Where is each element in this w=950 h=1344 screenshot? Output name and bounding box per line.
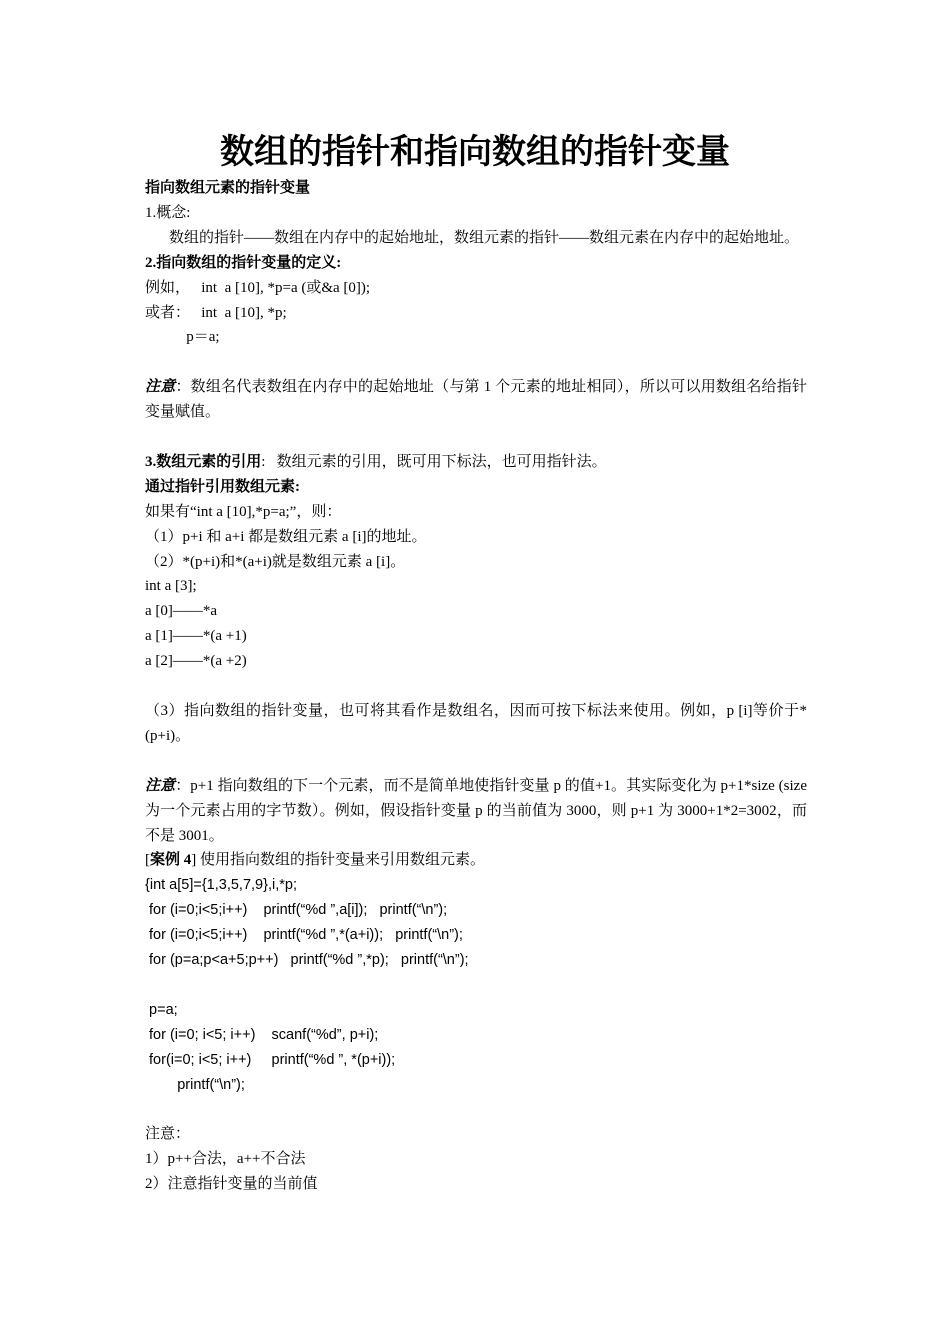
definition-line: p＝a; — [145, 329, 220, 346]
definition-line: 例如， int a [10], *p=a (或&a [0]); — [145, 279, 371, 296]
final-note-line: 1）p++合法，a++不合法 — [145, 1151, 306, 1168]
spacer — [145, 1097, 807, 1122]
final-note-line: 注意： — [145, 1126, 191, 1143]
section-heading-3-line — [145, 450, 807, 475]
spacer — [145, 973, 807, 998]
note-paragraph-2 — [145, 774, 811, 849]
code-line: {int a[5]={1,3,5,7,9},i,*p; — [145, 877, 297, 894]
spacer — [145, 425, 807, 450]
section-heading-1: 指向数组元素的指针变量 — [145, 180, 311, 196]
page-title: 数组的指针和指向数组的指针变量 — [220, 132, 730, 172]
section-heading-3: 3.数组元素的引用 — [145, 453, 262, 470]
reference-line: 如果有“int a [10],*p=a;”，则： — [145, 503, 342, 520]
reference-line: a [1]——*(a +1) — [145, 628, 247, 645]
concept-paragraph: 数组的指针——数组在内存中的起始地址，数组元素的指针——数组元素在内存中的起始地址。 — [169, 229, 800, 246]
reference-line: a [2]——*(a +2) — [145, 653, 247, 670]
section-heading-4: 通过指针引用数组元素: — [145, 478, 300, 495]
final-note-line: 2）注意指针变量的当前值 — [145, 1176, 318, 1193]
section-heading-3-text: : 数组元素的引用，既可用下标法，也可用指针法。 — [261, 453, 607, 470]
note-text: ：p+1 指向数组的下一个元素，而不是简单地使指针变量 p 的值+1。其实际变化为 p+1*size (size 为一个元素占用的字节数）。例如，假设指针变量 p 的当前值为 3000，则 p+1 为 3000+1*2=3002，而不是 3001。 — [145, 777, 811, 844]
reference-line: （2）*(p+i)和*(a+i)就是数组元素 a [i]。 — [145, 553, 406, 570]
code-line: for (i=0;i<5;i++) printf(“%d ”,*(a+i)); printf(“\n”); — [145, 927, 463, 944]
code-line: p=a; — [145, 1001, 178, 1018]
note-label: 注意 — [145, 777, 176, 794]
note-paragraph-1 — [145, 375, 807, 425]
code-line: printf(“\n”); — [145, 1076, 245, 1093]
reference-line: a [0]——*a — [145, 603, 218, 620]
spacer — [145, 350, 807, 375]
concept-label: 1.概念: — [145, 204, 191, 221]
example-heading — [145, 848, 807, 873]
note-label: 注意 — [145, 379, 176, 396]
example-bracket: [ — [145, 852, 150, 869]
note-text: ：数组名代表数组在内存中的起始地址（与第 1 个元素的地址相同），所以可以用数组名给指针变量赋值。 — [145, 379, 807, 421]
example-text: ] 使用指向数组的指针变量来引用数组元素。 — [191, 852, 486, 869]
code-line: for (i=0; i<5; i++) scanf(“%d”, p+i); — [145, 1026, 379, 1043]
code-line: for (p=a;p<a+5;p++) printf(“%d ”,*p); printf(“\n”); — [145, 952, 469, 969]
code-line: for(i=0; i<5; i++) printf(“%d ”, *(p+i)); — [145, 1051, 396, 1068]
reference-line: （1）p+i 和 a+i 都是数组元素 a [i]的地址。 — [145, 528, 427, 545]
spacer — [145, 749, 807, 774]
point-3-paragraph: （3）指向数组的指针变量，也可将其看作是数组名，因而可按下标法来使用。例如，p [i]等价于*(p+i)。 — [145, 702, 807, 744]
code-line: for (i=0;i<5;i++) printf(“%d ”,a[i]); printf(“\n”); — [145, 902, 448, 919]
reference-line: int a [3]; — [145, 578, 197, 595]
definition-line: 或者： int a [10], *p; — [145, 304, 287, 321]
spacer — [145, 674, 807, 699]
example-label: 案例 4 — [150, 852, 192, 869]
section-heading-2: 2.指向数组的指针变量的定义: — [145, 254, 342, 271]
document-body — [145, 176, 811, 1197]
